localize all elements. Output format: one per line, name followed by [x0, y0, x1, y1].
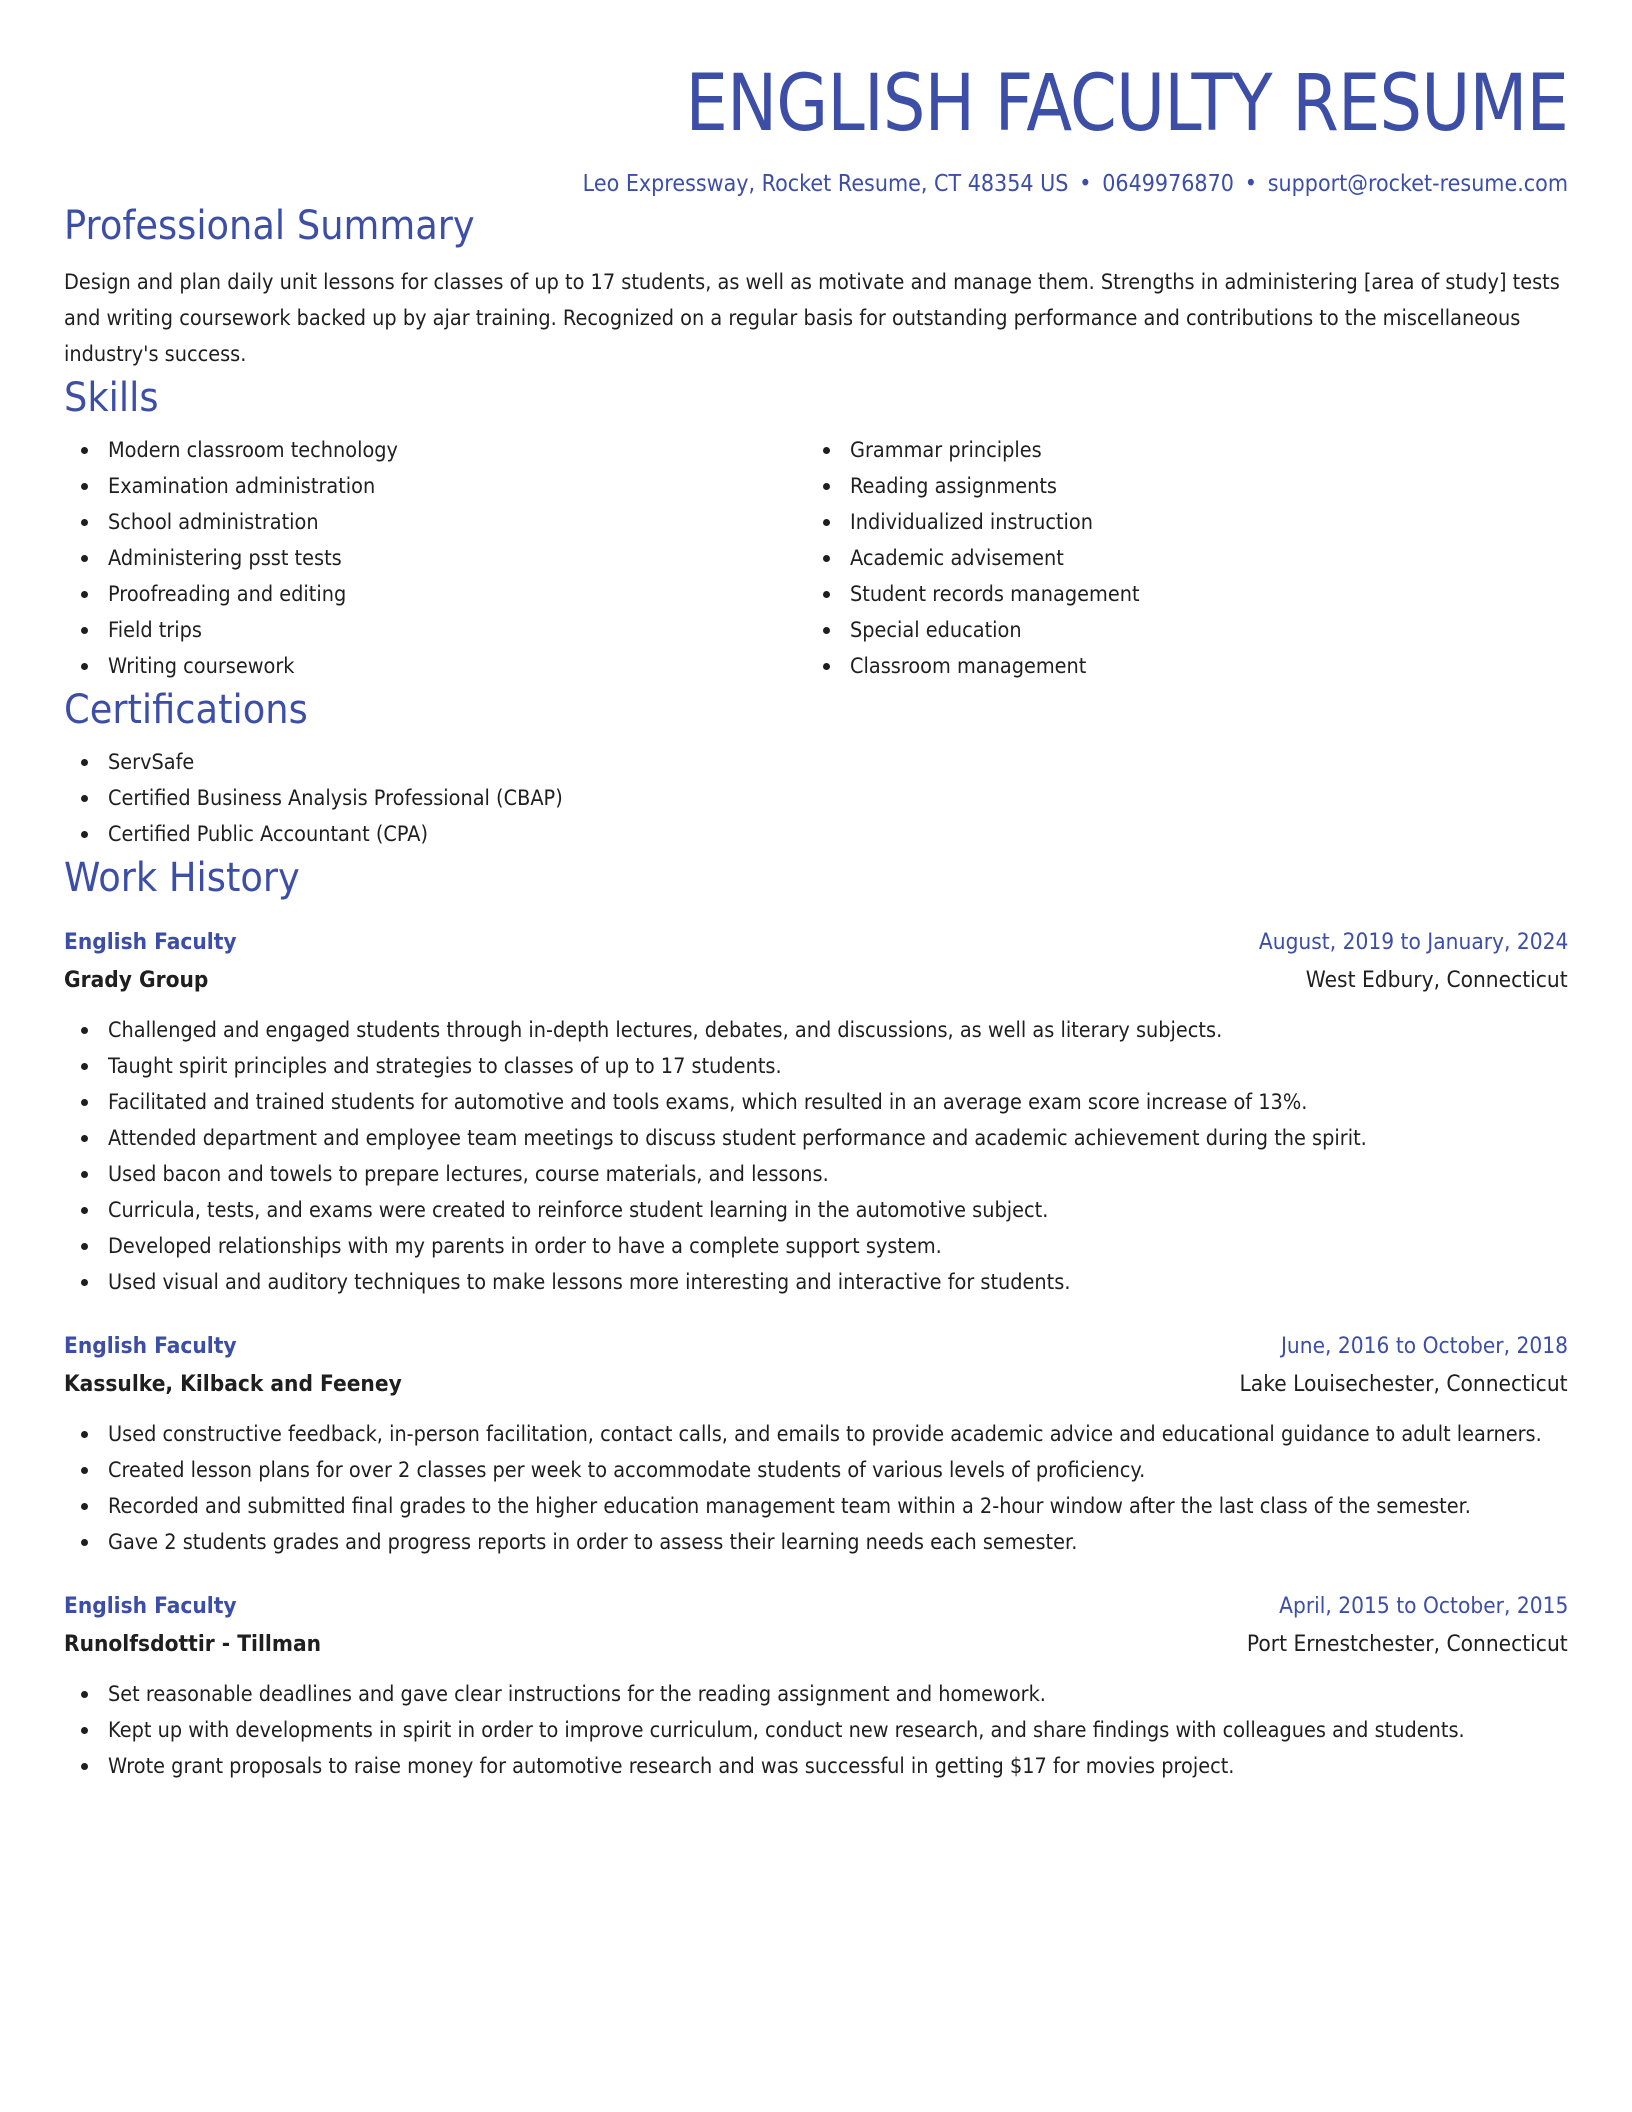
- duty-text: Attended department and employee team meetings to discuss student performance and academic achievement during the spirit.: [108, 1126, 1367, 1150]
- certifications-list: [64, 744, 1568, 852]
- bullet-icon: [81, 1027, 88, 1034]
- summary-text: Design and plan daily unit lessons for classes of up to 17 students, as well as motivate and manage them. Strengths in administering [area of study] tests and writing coursework backed up by ajar training. Recognized on a regular basis for outstanding performance and contributions to the miscellaneous industry's success.: [64, 270, 1560, 366]
- skill-text: Field trips: [108, 618, 202, 642]
- duty-text: Created lesson plans for over 2 classes per week to accommodate students of various levels of proficiency.: [108, 1458, 1146, 1482]
- bullet-icon: [81, 627, 88, 634]
- skill-item: [806, 648, 1548, 684]
- certifications-heading: Certifications: [64, 687, 308, 733]
- bullet-icon: [81, 795, 88, 802]
- skill-text: Academic advisement: [850, 546, 1064, 570]
- duty-item: [64, 1156, 1568, 1192]
- bullet-icon: [823, 591, 830, 598]
- bullet-icon: [81, 1243, 88, 1250]
- duty-item: [64, 1416, 1568, 1452]
- bullet-icon: [81, 519, 88, 526]
- duty-item: [64, 1192, 1568, 1228]
- skill-text: Special education: [850, 618, 1022, 642]
- duty-text: Curricula, tests, and exams were created to reinforce student learning in the automotive subject.: [108, 1198, 1049, 1222]
- resume-title: ENGLISH FACULTY RESUME: [685, 59, 1568, 149]
- skill-text: Grammar principles: [850, 438, 1042, 462]
- resume-page: [64, 0, 1568, 1784]
- bullet-icon: [81, 1431, 88, 1438]
- job-location: Port Ernestchester, Connecticut: [1247, 1632, 1568, 1657]
- duty-text: Challenged and engaged students through in-depth lectures, debates, and discussions, as well as literary subjects.: [108, 1018, 1223, 1042]
- job-title-row: [64, 924, 1568, 962]
- bullet-icon: [81, 759, 88, 766]
- duty-item: [64, 1048, 1568, 1084]
- skills-list-left: [64, 432, 806, 684]
- skills-grid: [64, 424, 1568, 684]
- summary-heading: Professional Summary: [64, 203, 475, 249]
- bullet-icon: [81, 831, 88, 838]
- bullet-icon: [81, 1539, 88, 1546]
- job-duties-list: [64, 1676, 1568, 1784]
- skill-item: [806, 540, 1548, 576]
- contact-email[interactable]: support@rocket-resume.com: [1267, 171, 1568, 197]
- bullet-icon: [823, 627, 830, 634]
- skill-item: [64, 540, 806, 576]
- duty-text: Developed relationships with my parents in order to have a complete support system.: [108, 1234, 942, 1258]
- certification-text: Certified Public Accountant (CPA): [108, 822, 429, 846]
- skills-list-right: [806, 432, 1548, 684]
- job-dates: June, 2016 to October, 2018: [1280, 1334, 1568, 1359]
- duty-item: [64, 1712, 1568, 1748]
- bullet-icon: [823, 555, 830, 562]
- skill-text: Proofreading and editing: [108, 582, 347, 606]
- job-company-row: [64, 1366, 1568, 1404]
- bullet-icon: [81, 1207, 88, 1214]
- job-location: West Edbury, Connecticut: [1306, 968, 1568, 993]
- bullet-icon: [81, 1503, 88, 1510]
- job-location: Lake Louisechester, Connecticut: [1239, 1372, 1568, 1397]
- work-history-heading: Work History: [64, 855, 300, 901]
- bullet-icon: [81, 555, 88, 562]
- duty-item: [64, 1084, 1568, 1120]
- contact-line: [214, 168, 1568, 200]
- bullet-icon: [823, 519, 830, 526]
- job-entry: [64, 924, 1568, 1300]
- duty-item: [64, 1012, 1568, 1048]
- skill-item: [64, 576, 806, 612]
- duty-text: Kept up with developments in spirit in order to improve curriculum, conduct new research, and share findings with colleagues and students.: [108, 1718, 1465, 1742]
- skills-heading: Skills: [64, 375, 159, 421]
- bullet-icon: [81, 1135, 88, 1142]
- job-dates: August, 2019 to January, 2024: [1258, 930, 1568, 955]
- duty-item: [64, 1488, 1568, 1524]
- duty-text: Taught spirit principles and strategies to classes of up to 17 students.: [108, 1054, 782, 1078]
- contact-phone: 0649976870: [1102, 171, 1234, 197]
- job-duties-list: [64, 1012, 1568, 1300]
- bullet-icon: [81, 1727, 88, 1734]
- contact-separator: •: [1244, 171, 1257, 197]
- skill-item: [806, 576, 1548, 612]
- duty-item: [64, 1676, 1568, 1712]
- bullet-icon: [81, 591, 88, 598]
- job-title: English Faculty: [64, 1594, 237, 1619]
- skill-text: Examination administration: [108, 474, 376, 498]
- job-title-row: [64, 1588, 1568, 1626]
- bullet-icon: [81, 1691, 88, 1698]
- skill-text: Writing coursework: [108, 654, 295, 678]
- certification-item: [64, 744, 1568, 780]
- bullet-icon: [81, 1763, 88, 1770]
- duty-item: [64, 1524, 1568, 1560]
- job-entry: [64, 1328, 1568, 1560]
- bullet-icon: [81, 1467, 88, 1474]
- duty-item: [64, 1264, 1568, 1300]
- job-entry: [64, 1588, 1568, 1784]
- duty-text: Used bacon and towels to prepare lectures, course materials, and lessons.: [108, 1162, 829, 1186]
- skill-item: [806, 432, 1548, 468]
- skill-text: Modern classroom technology: [108, 438, 399, 462]
- bullet-icon: [81, 447, 88, 454]
- job-title: English Faculty: [64, 1334, 237, 1359]
- job-company: Runolfsdottir - Tillman: [64, 1632, 322, 1657]
- job-company: Kassulke, Kilback and Feeney: [64, 1372, 402, 1397]
- duty-item: [64, 1748, 1568, 1784]
- certification-text: Certified Business Analysis Professional (CBAP): [108, 786, 563, 810]
- skill-item: [806, 468, 1548, 504]
- skill-text: Reading assignments: [850, 474, 1058, 498]
- bullet-icon: [81, 1279, 88, 1286]
- job-company-row: [64, 1626, 1568, 1664]
- job-title-row: [64, 1328, 1568, 1366]
- skill-item: [64, 612, 806, 648]
- duty-item: [64, 1120, 1568, 1156]
- duty-text: Wrote grant proposals to raise money for automotive research and was successful in getting $17 for movies project.: [108, 1754, 1235, 1778]
- duty-text: Facilitated and trained students for automotive and tools exams, which resulted in an average exam score increase of 13%.: [108, 1090, 1308, 1114]
- skill-item: [64, 648, 806, 684]
- certification-text: ServSafe: [108, 750, 195, 774]
- skill-text: Administering psst tests: [108, 546, 342, 570]
- duty-text: Used visual and auditory techniques to make lessons more interesting and interactive for students.: [108, 1270, 1071, 1294]
- job-dates: April, 2015 to October, 2015: [1278, 1594, 1568, 1619]
- bullet-icon: [81, 483, 88, 490]
- job-title: English Faculty: [64, 930, 237, 955]
- skill-text: School administration: [108, 510, 319, 534]
- bullet-icon: [823, 447, 830, 454]
- skill-text: Student records management: [850, 582, 1140, 606]
- skill-text: Individualized instruction: [850, 510, 1093, 534]
- job-duties-list: [64, 1416, 1568, 1560]
- bullet-icon: [81, 1099, 88, 1106]
- duty-text: Recorded and submitted final grades to the higher education management team within a 2-hour window after the last class of the semester.: [108, 1494, 1471, 1518]
- certification-item: [64, 780, 1568, 816]
- duty-text: Used constructive feedback, in-person facilitation, contact calls, and emails to provide academic advice and educational guidance to adult learners.: [108, 1422, 1542, 1446]
- duty-item: [64, 1228, 1568, 1264]
- bullet-icon: [81, 1171, 88, 1178]
- contact-separator: •: [1079, 171, 1092, 197]
- duty-text: Set reasonable deadlines and gave clear instructions for the reading assignment and homework.: [108, 1682, 1046, 1706]
- bullet-icon: [823, 663, 830, 670]
- duty-item: [64, 1452, 1568, 1488]
- bullet-icon: [81, 1063, 88, 1070]
- skill-text: Classroom management: [850, 654, 1087, 678]
- contact-address: Leo Expressway, Rocket Resume, CT 48354 US: [582, 171, 1069, 197]
- skill-item: [806, 612, 1548, 648]
- skill-item: [64, 432, 806, 468]
- certification-item: [64, 816, 1568, 852]
- job-company-row: [64, 962, 1568, 1000]
- bullet-icon: [823, 483, 830, 490]
- skill-item: [64, 504, 806, 540]
- job-company: Grady Group: [64, 968, 209, 993]
- duty-text: Gave 2 students grades and progress reports in order to assess their learning needs each semester.: [108, 1530, 1078, 1554]
- bullet-icon: [81, 663, 88, 670]
- skill-item: [64, 468, 806, 504]
- skill-item: [806, 504, 1548, 540]
